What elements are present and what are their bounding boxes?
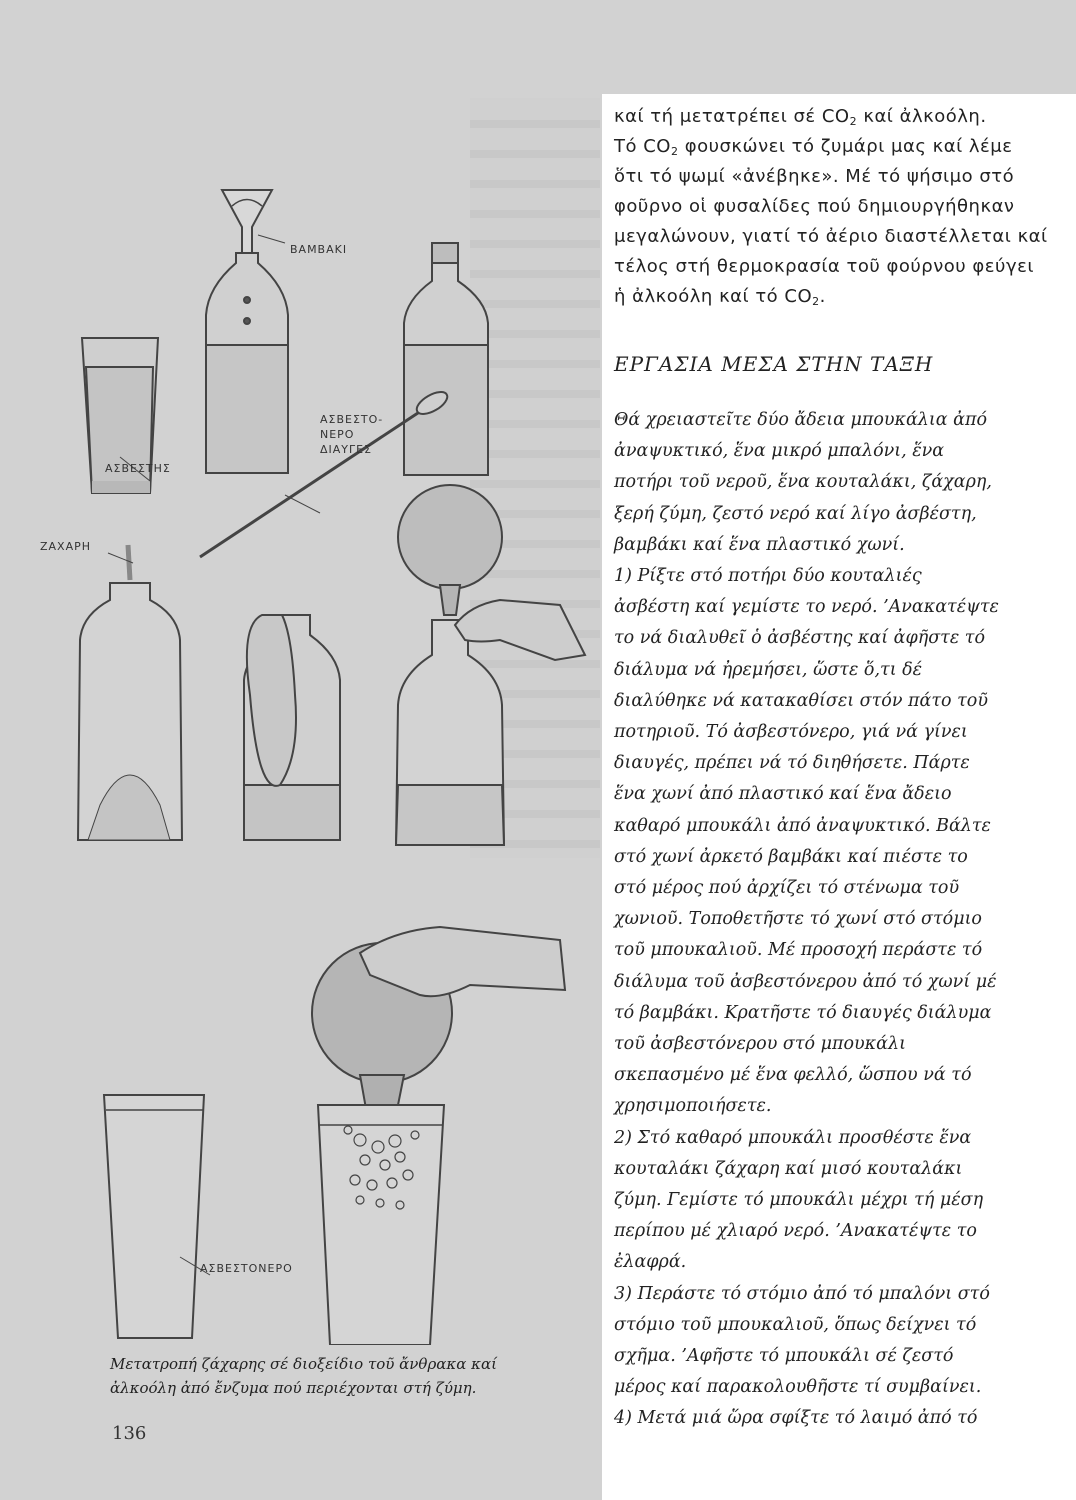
text-line: ὅτι τό ψωμί «ἀνέβηκε». Μέ τό ψήσιμο στό (614, 166, 1015, 187)
text-line: σχῆμα. ’Αφῆστε τό μπουκάλι σέ ζεστό (614, 1346, 954, 1366)
inflated-balloon-bottle-icon (396, 485, 504, 845)
text-line: καί τή μετατρέπει σέ $CO_2$ καί ἀλκοόλη. (614, 106, 987, 128)
text-line: ἕνα χωνί ἀπό πλαστικό καί ἕνα ἄδειο (614, 784, 952, 805)
text-line: 2) Στό καθαρό μπουκάλι προσθέστε ἕνα (614, 1127, 972, 1148)
corked-bottle-icon (404, 243, 488, 475)
experiment-illustration (0, 95, 600, 1345)
label-clear-limewater-1: ΑΣΒΕΣΤΟ- (320, 413, 384, 426)
text-line: διάλυμα νά ἠρεμήσει, ὥστε ὅ,τι δέ (614, 659, 923, 680)
text-line: κουταλάκι ζάχαρη καί μισό κουταλάκι (614, 1158, 963, 1179)
text-line: ποτήρι τοῦ νεροῦ, ἕνα κουταλάκι, ζάχαρη, (614, 472, 992, 493)
text-line: 4) Μετά μιά ὥρα σφίξτε τό λαιμό ἀπό τό (614, 1408, 978, 1429)
text-line: βαμβάκι καί ἕνα πλαστικό χωνί. (614, 534, 905, 555)
text-line: Θά χρειαστεῖτε δύο ἄδεια μπουκάλια ἀπό (614, 410, 987, 430)
text-line: ποτηριοῦ. Τό ἀσβεστόνερο, γιά νά γίνει (614, 722, 968, 742)
text-line: 1) Ρίξτε στό ποτήρι δύο κουταλιές (614, 566, 922, 586)
text-line: στό μέρος πού ἀρχίζει τό στένωμα τοῦ (614, 878, 960, 898)
label-limewater: ΑΣΒΕΣΤΟΝΕΡΟ (200, 1262, 293, 1275)
label-clear-limewater-2: ΝΕΡΟ (320, 428, 355, 441)
text-line: καθαρό μπουκάλι ἀπό ἀναψυκτικό. Βάλτε (614, 815, 991, 836)
classroom-activity (602, 322, 1076, 1500)
filter-bottle-icon (206, 190, 288, 473)
label-sugar: ΖΑΧΑΡΗ (40, 540, 92, 553)
deflated-balloon-bottle-icon (244, 615, 340, 840)
text-line: τοῦ ἀσβεστόνερου στό μπουκάλι (614, 1034, 906, 1054)
text-line: σκεπασμένο μέ ἕνα φελλό, ὥσπου νά τό (614, 1065, 972, 1086)
hand-icon (455, 600, 585, 660)
text-line: ξερή ζύμη, ζεστό νερό καί λίγο ἀσβέστη, (614, 503, 977, 524)
text-line: τέλος στή θερμοκρασία τοῦ φούρνου φεύγει (614, 256, 1034, 277)
intro-paragraph (602, 94, 1076, 322)
sugar-bottle-icon (78, 583, 182, 840)
text-line: 3) Περάστε τό στόμιο ἀπό τό μπαλόνι στό (614, 1283, 990, 1304)
label-clear-limewater-3: ΔΙΑΥΓΕΣ (320, 443, 373, 456)
page-number: 136 (112, 1423, 147, 1444)
balloon-bubbles-icon (312, 943, 452, 1345)
text-line: περίπου μέ χλιαρό νερό. ’Ανακατέψτε το (614, 1221, 977, 1242)
text-line: χρησιμοποιήσετε. (614, 1096, 772, 1117)
text-line: τοῦ μπουκαλιοῦ. Μέ προσοχή περάστε τό (614, 940, 983, 961)
section-title: ΕΡΓΑΣΙΑ ΜΕΣΑ ΣΤΗΝ ΤΑΞΗ (614, 352, 934, 376)
text-line: ἀσβέστη καί γεμίστε το νερό. ’Ανακατέψτε (614, 597, 999, 618)
text-line: φοῦρνο οἱ φυσαλίδες πού δημιουργήθηκαν (614, 196, 1015, 217)
limewater-glass-icon (104, 1095, 204, 1338)
experiment-drawing (0, 95, 600, 1345)
text-line: μέρος καί παρακολουθῆστε τί συμβαίνει. (614, 1377, 982, 1398)
figure-caption (110, 1352, 580, 1400)
label-cotton: ΒΑΜΒΑΚΙ (290, 243, 348, 256)
text-line: ἐλαφρά. (614, 1252, 687, 1273)
text-line: το νά διαλυθεῖ ὁ ἀσβέστης καί ἀφῆστε τό (614, 628, 986, 649)
text-line: ἡ ἀλκοόλη καί τό $CO_2$. (614, 286, 826, 308)
label-lime: ΑΣΒΕΣΤΗΣ (105, 462, 171, 475)
text-line: ἀναψυκτικό, ἕνα μικρό μπαλόνι, ἕνα (614, 441, 945, 462)
text-line: στόμιο τοῦ μπουκαλιοῦ, ὅπως δείχνει τό (614, 1314, 977, 1335)
text-line: μεγαλώνουν, γιατί τό ἀέριο διαστέλλεται καί (614, 226, 1048, 247)
text-line: διαυγές, πρέπει νά τό διηθήσετε. Πάρτε (614, 753, 970, 774)
text-line: ζύμη. Γεμίστε τό μπουκάλι μέχρι τή μέση (614, 1190, 984, 1210)
caption-line: Μετατροπή ζάχαρης σέ διοξείδιο τοῦ ἄνθρακα καί (110, 1355, 497, 1373)
text-line: χωνιοῦ. Τοποθετῆστε τό χωνί στό στόμιο (614, 909, 982, 930)
text-line: τό βαμβάκι. Κρατῆστε τό διαυγές διάλυμα (614, 1002, 992, 1023)
text-line: διάλυμα τοῦ ἀσβεστόνερου ἀπό τό χωνί μέ (614, 971, 997, 992)
text-line: διαλύθηκε νά κατακαθίσει στόν πάτο τοῦ (614, 690, 988, 711)
text-line: Τό $CO_2$ φουσκώνει τό ζυμάρι μας καί λέμε (614, 136, 1013, 158)
caption-line: ἀλκοόλη ἀπό ἔνζυμα πού περιέχονται στή ζύμη. (110, 1379, 477, 1397)
text-line: στό χωνί ἀρκετό βαμβάκι καί πιέστε το (614, 846, 968, 867)
